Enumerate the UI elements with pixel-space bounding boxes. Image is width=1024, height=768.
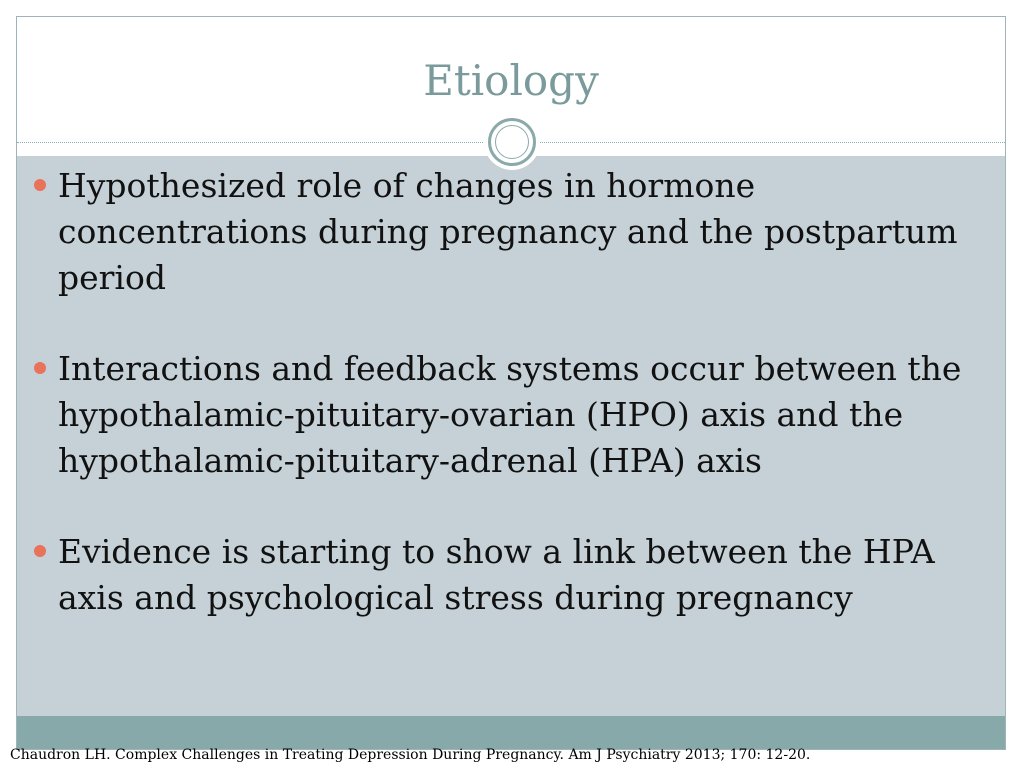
slide-title: Etiology <box>423 56 599 105</box>
bullet-dot-icon <box>34 179 46 191</box>
bullet-dot-icon <box>34 545 46 557</box>
bullet-dot-icon <box>34 362 46 374</box>
bullet-text: Evidence is starting to show a link between the HPA axis and psychological stress during pregnancy <box>58 532 935 617</box>
ring-ornament-icon <box>488 118 536 166</box>
bullet-list <box>30 163 980 666</box>
bullet-item-axes <box>30 346 980 484</box>
ring-ornament-inner <box>495 125 529 159</box>
citation: Chaudron LH. Complex Challenges in Treating Depression During Pregnancy. Am J Psychiatry 2013; 170: 12-20. <box>10 747 811 763</box>
bullet-item-evidence <box>30 529 980 621</box>
bullet-item-hormone <box>30 163 980 301</box>
bullet-text: Hypothesized role of changes in hormone concentrations during pregnancy and the postpartum period <box>58 166 958 297</box>
bullet-text: Interactions and feedback systems occur between the hypothalamic-pituitary-ovarian (HPO) axis and the hypothalamic-pituitary-adrenal (HPA) axis <box>58 349 962 480</box>
